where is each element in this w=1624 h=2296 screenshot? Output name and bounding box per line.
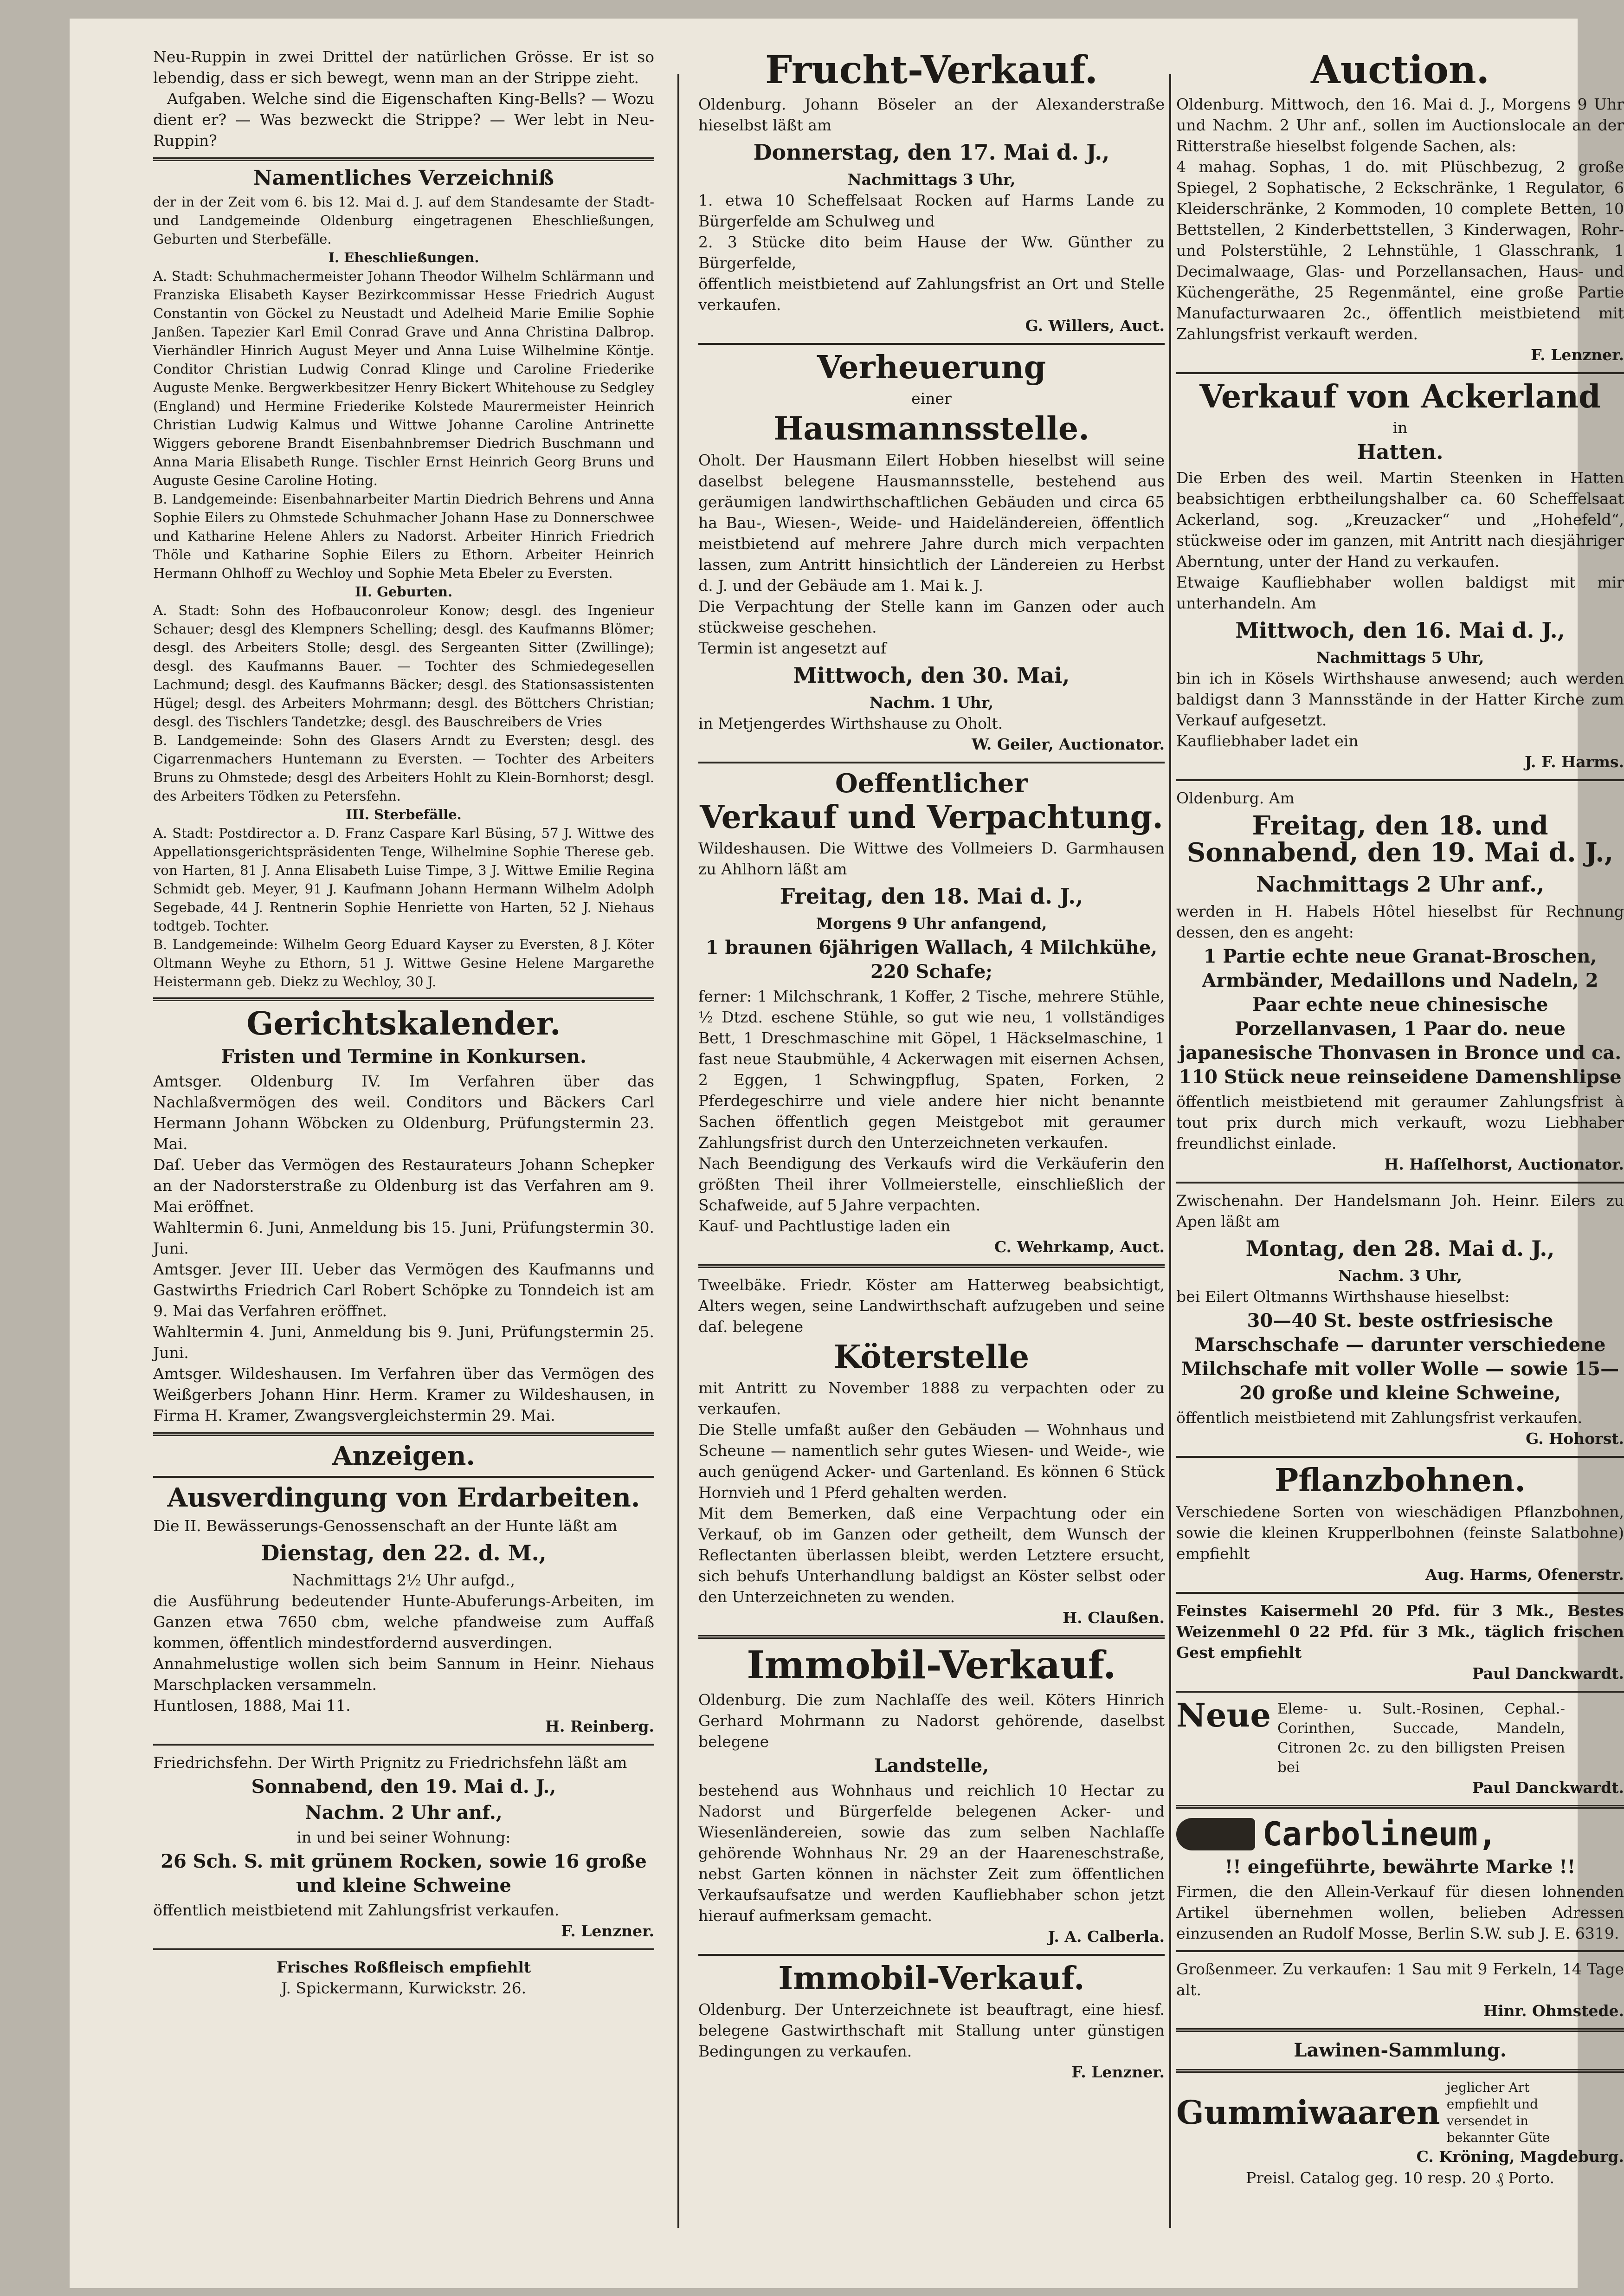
column-divider [677,74,679,2228]
ad-text: Verschiedene Sorten von wieschädigen Pflanzbohnen, sowie die kleinen Krupperlbohnen (feinste Salatbohne) empfiehlt [1176,1502,1624,1563]
ad-title: Oeffentlicher [835,768,1028,799]
ad-text: Oldenburg. Johann Böseler an der Alexanderstraße hieselbst läßt am [698,95,1165,135]
ad-text: bei Eilert Oltmanns Wirthshause hieselbst: [1176,1287,1510,1306]
ad-text: Oldenburg. Mittwoch, den 16. Mai d. J., Morgens 9 Uhr und Nachm. 2 Uhr anf., sollen im Auctionslocale an der Ritterstraße hieselbst folgende Sachen, als: [1176,95,1624,155]
ad-date: Sonnabend, den 19. Mai d. J., [251,1776,556,1798]
ad-signature: H. Claußen. [1063,1609,1165,1627]
ad-title: Verkauf und Verpachtung. [700,798,1163,836]
section-heading: III. Sterbefälle. [346,807,462,823]
ad-text: Die Erben des weil. Martin Steenken in Hatten beabsichtigen erbtheilungshalber ca. 60 Scheffelsaat Ackerland, sog. „Kreuzacker“ und „Hohefeld“, stückweise oder im ganzen, mit Antritt nach diesjähriger Aberntung, unter der Hand zu verkaufen. [1176,468,1624,570]
ad-date: Montag, den 28. Mai d. J., [1245,1236,1555,1261]
court-calendar-title: Gerichtskalender. [246,1005,561,1043]
ad-text: öffentlich meistbietend mit Zahlungsfrist verkaufen. [153,1901,560,1920]
ad-text: Oholt. Der Hausmann Eilert Hobben hieselbst will seine daselbst belegene Hausmannsstelle, bestehend aus geräumigen landwirthschaftlichen Gebäuden und circa 65 ha Bau-, Wiesen-, Weide- und Haideländereien, öffentlich meistbietend auf mehrere Jahre durch mich verpachten lassen, zum Antritt hinsichtlich der Ländereien zu Herbst d. J. und der Gebäude am 1. Mai k. J. [698,451,1165,595]
registry-entry: B. Landgemeinde: Eisenbahnarbeiter Martin Diedrich Behrens und Anna Sophie Eilers zu Ohmstede Schuhmacher Johann Hase zu Donnerschwee und Katharine Helene Ahlers zu Nadorst. Arbeiter Hinrich Friedrich Thöle und Katharine Sophie Eilers zu Ethorn. Arbeiter Heinrich Hermann Ohlhoff zu Wechloy und Sophie Meta Ebeler zu Eversten. [153,491,654,582]
ad-text: einer [911,389,952,408]
court-entry: Wahltermin 4. Juni, Anmeldung bis 9. Juni, Prüfungstermin 25. Juni. [153,1322,654,1362]
ad-signature: W. Geiler, Auctionator. [971,735,1165,753]
ad-items: 1 Partie echte neue Granat-Broschen, Armbänder, Medaillons und Nadeln, 2 Paar echte neue chinesische Porzellanvasen, 1 Paar do. neue japanesische Thonvasen in Bronce und ca. 110 Stück neue reinseidene Damenshlipse [1179,945,1622,1088]
registry-entry: B. Landgemeinde: Sohn des Glasers Arndt zu Eversten; desgl. des Cigarrenmachers Huntemann zu Eversten. — Tochter des Arbeiters Bruns zu Ohmstede; desgl des Arbeiters Hohlt zu Klein-Bornhorst; desgl. des Arbeiters Tödken zu Petersfehn. [153,732,654,804]
registry-entry: B. Landgemeinde: Wilhelm Georg Eduard Kayser zu Eversten, 8 J. Köter Oltmann Weyhe zu Ethorn, 51 J. Wittwe Gesine Helene Margarethe Heistermann geb. Diekz zu Wechloy, 30 J. [153,937,654,990]
divider [1176,2028,1624,2032]
neue-ad [1176,1695,1624,1777]
divider [153,1432,654,1436]
ad-text: bestehend aus Wohnhaus und reichlich 10 Hectar zu Nadorst und Bürgerfelde belegenen Acker- und Wiesenländereien, sowie das zum selben Nachlaſſe gehörende Wohnhaus Nr. 29 an der Haareneschstraße, nebst Garten können in nächster Zeit zum öffentlichen Verkaufsaufsatze und werden Kaufliebhaber schon jetzt hierauf aufmerksam gemacht. [698,1781,1165,1925]
ad-time: Nachm. 3 Uhr, [1338,1267,1463,1285]
ad-date: Freitag, den 18. Mai d. J., [780,884,1083,909]
ad-signature: F. Lenzner. [561,1922,654,1940]
ad-date: Mittwoch, den 16. Mai d. J., [1235,617,1565,643]
ad-text: öffentlich meistbietend mit geraumer Zahlungsfrist à tout prix durch mich verkauft, wozu Liebhaber freundlichst einlade. [1176,1093,1624,1153]
ad-date: Dienstag, den 22. d. M., [261,1540,547,1566]
divider [1176,1805,1624,1809]
ad-text: Wildeshausen. Die Wittwe des Vollmeiers D. Garmhausen zu Ahlhorn läßt am [698,839,1165,879]
ad-time: Nachmittags 3 Uhr, [847,170,1016,189]
ad-place: in Metjengerdes Wirthshause zu Oholt. [698,714,1003,732]
ad-text: Feinstes Kaisermehl 20 Pfd. für 3 Mk., Bestes Weizenmehl 0 22 Pfd. für 3 Mk., täglich frischen Gest empfiehlt [1176,1601,1624,1662]
registry-entry: A. Stadt: Schuhmachermeister Johann Theodor Wilhelm Schlärmann und Franziska Elisabeth Kayser Bezirkcommissar Hesse Friedrich August Constantin von Göckel zu Neustadt und Adelheid Marie Emilie Sophie Janßen. Tapezier Karl Emil Conrad Grave und Anna Christina Dalbrop. Vierhändler Hinrich August Meyer und Anna Luise Wilhelmine Köntje. Conditor Christian Ludwig Conrad Klinge und Caroline Friederike Auguste Menke. Bergwerkbesitzer Henry Bickert Whitehouse zu Sedgley (England) und Hermine Friederike Kolstede Maurermeister Heinrich Christian Ludwig Kalmus und Wittwe Johanne Caroline Antrinette Wiggers geborene Brandt Eisenbahnbremser Diedrich Buschmann und Anna Maria Elisabeth Runge. Tischler Ernst Heinrich Georg Bruns und Auguste Gesine Caroline Hoting. [153,268,654,489]
ad-signature: C. Wehrkamp, Auct. [994,1238,1165,1256]
newspaper-page [70,19,1624,2288]
ad-items: 1 braunen 6jährigen Wallach, 4 Milchkühe, 220 Schafe; [705,937,1158,983]
ad-signature: Aug. Harms, Ofenerstr. [1425,1565,1624,1584]
ad-title: Lawinen-Sammlung. [1294,2039,1507,2061]
ad-title: Immobil-Verkauf. [747,1643,1116,1688]
ad-date: Mittwoch, den 30. Mai, [793,662,1070,688]
ad-text: in und bei seiner Wohnung: [296,1828,511,1847]
ad-title: Pflanzbohnen. [1275,1462,1526,1500]
ad-signature: H. Haſſelhorst, Auctionator. [1384,1155,1624,1174]
ad-text: öffentlich meistbietend auf Zahlungsfrist an Ort und Stelle verkaufen. [698,275,1165,314]
ad-signature: J. A. Calberla. [1048,1927,1165,1946]
ad-text: Kaufliebhaber ladet ein [1176,731,1359,750]
ad-title: Verheuerung [817,349,1046,387]
ad-text: bin ich in Kösels Wirthshause anwesend; auch werden baldigst dann 3 Mannsstände in der Hatter Kirche zum Verkauf aufgesetzt. [1176,669,1624,729]
ad-items: 30—40 St. beste ostfriesische Marschschafe — darunter verschiedene Milchschafe mit voller Wolle — sowie 15—20 große und kleine Schweine, [1181,1310,1619,1404]
section-heading: II. Geburten. [354,584,453,600]
ad-signature: G. Hohorst. [1526,1429,1624,1448]
ad-text: Oldenburg. Am [1176,789,1295,807]
ad-title: Auction. [1310,48,1490,92]
ad-text: mit Antritt zu November 1888 zu verpachten oder zu verkaufen. [698,1379,1165,1418]
divider [1176,779,1624,781]
ad-text: Mit dem Bemerken, daß eine Verpachtung oder ein Verkauf, ob im Ganzen oder getheilt, dem Wunsch der Reflectanten überlassen bleibt, werden Letztere ersucht, sich behufs Unterhandlung baldigst an Köster selbst oder den Unterzeichneten zu wenden. [698,1504,1165,1606]
ad-signature: Paul Danckwardt. [1472,1778,1624,1797]
column-1 [153,46,654,2260]
ad-place: Huntlosen, 1888, Mai 11. [153,1696,351,1715]
ad-text: Oldenburg. Die zum Nachlaſſe des weil. Köters Hinrich Gerhard Mohrmann zu Nadorst gehörende, daselbst belegene [698,1690,1165,1751]
ad-title: Hausmannsstelle. [773,410,1089,448]
ad-title: Landstelle, [874,1754,989,1777]
ad-title: Gummiwaaren [1176,2093,1440,2132]
section-heading: I. Eheschließungen. [328,250,479,266]
ad-title: Hatten. [1357,440,1444,465]
ad-text: Termin ist angesetzt auf [698,639,887,657]
ad-date: Freitag, den 18. und Sonnabend, den 19. Mai d. J., [1186,810,1614,868]
ad-text: Die Stelle umfaßt außer den Gebäuden — Wohnhaus und Scheune — namentlich sehr gutes Wiesen- und Weide-, wie auch genügend Acker- und Gartenland. Es können 6 Stück Hornvieh und 1 Pferd gehalten werden. [698,1421,1165,1502]
column-3 [1176,46,1624,2260]
column-2 [698,46,1165,2260]
ad-signature: C. Kröning, Magdeburg. [1416,2147,1624,2166]
ad-text: jeglicher Art empfiehlt und versendet in bekannter Güte [1446,2079,1550,2145]
ad-time: Nachmittags 2½ Uhr aufgd., [292,1571,516,1590]
ad-signature: F. Lenzner. [1071,2063,1165,2081]
gummi-ad [1176,2079,1624,2146]
divider [698,762,1165,763]
ad-title: Frucht-Verkauf. [765,48,1098,92]
ad-title: Ausverdingung von Erdarbeiten. [167,1482,640,1513]
court-entry: Amtsger. Jever III. Ueber das Vermögen des Kaufmanns und Gastwirths Friedrich Carl Robert Schöpke zu Tonndeich ist am 9. Mai das Verfahren eröffnet. [153,1260,654,1320]
court-entry: Wahltermin 6. Juni, Anmeldung bis 15. Juni, Prüfungstermin 30. Juni. [153,1218,654,1257]
divider [153,1744,654,1746]
ad-title: Verkauf von Ackerland [1199,378,1601,416]
divider [1176,1950,1624,1952]
ad-text: Etwaige Kaufliebhaber wollen baldigst mit mir unterhandeln. Am [1176,573,1624,612]
registry-entry: A. Stadt: Sohn des Hofbauconroleur Konow; desgl. des Ingenieur Schauer; desgl des Klempners Schelling; desgl. des Kaufmanns Blömer; desgl. des Arbeiters Stolle; desgl. des Sergeanten Sitter (Zwillinge); desgl. des Kaufmanns Bauer. — Tochter des Schmiedegesellen Lachmund; desgl. des Kaufmanns Bäcker; desgl. des Stationsassistenten Hügel; desgl. des Arbeiters Mohrmann; desgl. des Böttchers Christian; desgl. des Tischlers Tandetzke; desgl. des Bauschreibers de Vries [153,602,654,730]
divider [698,1635,1165,1639]
ad-text: öffentlich meistbietend mit Zahlungsfrist verkaufen. [1176,1409,1583,1427]
divider [1176,1182,1624,1184]
ad-text: Die Verpachtung der Stelle kann im Ganzen oder auch stückweise geschehen. [698,597,1165,636]
ad-signature: J. Spickermann, Kurwickstr. 26. [281,1979,527,1998]
ad-text: die Ausführung bedeutender Hunte-Abuferungs-Arbeiten, im Ganzen etwa 7650 cbm, welche pfandweise zum Auffaß kommen, öffentlich mindestfordernd ausverdingen. [153,1592,654,1652]
divider [1176,372,1624,374]
registry-intro: der in der Zeit vom 6. bis 12. Mai d. J. auf dem Standesamte der Stadt- und Landgemeinde Oldenburg eingetragenen Eheschließungen, Geburten und Sterbefälle. [153,194,654,247]
ad-signature: H. Reinberg. [545,1717,654,1736]
court-entry: Amtsger. Oldenburg IV. Im Verfahren über das Nachlaßvermögen des weil. Conditors und Bäckers Carl Hermann Johann Wöbcken zu Oldenburg, Prüfungstermin 23. Mai. [153,1072,654,1153]
ad-text: Nach Beendigung des Verkaufs wird die Verkäuferin den größten Theil ihrer Vollmeierstelle, einschließlich der Schafweide, auf 5 Jahre verpachten. [698,1154,1165,1215]
ad-text: Firmen, die den Allein-Verkauf für diesen lohnenden Artikel übernehmen wollen, belieben Adressen einzusenden an Rudolf Mosse, Berlin S.W. sub J. E. 6319. [1176,1882,1624,1942]
ad-text: 4 mahag. Sophas, 1 do. mit Plüschbezug, 2 große Spiegel, 2 Sophatische, 2 Eckschränke, 1 Regulator, 6 Kleiderschränke, 2 Kommoden, 10 complete Betten, 10 Bettstellen, 2 Kinderbettstellen, 3 Kinderwagen, Rohr- und Polsterstühle, 2 Lehnstühle, 1 Glasschrank, 1 Decimalwaage, Glas- und Porzellansachen, Haus- und Küchengeräthe, 25 Regenmäntel, eine große Partie Manufacturwaaren 2c., öffentlich meistbietend mit Zahlungsfrist verkauft werden. [1176,158,1624,343]
divider [153,997,654,1001]
divider [698,1954,1165,1956]
registry-entry: A. Stadt: Postdirector a. D. Franz Caspare Karl Büsing, 57 J. Wittwe des Appellationsgerichtspräsidenten Tenge, Wilhelmine Sophie Therese geb. von Harten, 81 J. Anna Elisabeth Luise Timpe, 3 J. Wittwe Emilie Regina Schmidt geb. Meyer, 91 J. Kaufmann Johann Hermann Wilhelm Adolph Segebade, 44 J. Rentnerin Sophie Henriette von Harten, 52 J. Niehaus todtgeb. Tochter. [153,825,654,934]
ad-signature: Hinr. Ohmstede. [1483,2001,1624,2020]
registry-title: Namentliches Verzeichniß [253,166,554,190]
ad-text: Kauf- und Pachtlustige laden ein [698,1217,951,1235]
ad-time: Nachmittags 2 Uhr anf., [1256,872,1545,897]
ad-text: Eleme- u. Sult.-Rosinen, Cephal.-Corinthen, Succade, Mandeln, Citronen 2c. zu den billigsten Preisen bei [1277,1700,1565,1776]
divider [1176,1592,1624,1594]
ad-item: 2. 3 Stücke dito beim Hause der Ww. Günther zu Bürgerfelde, [698,233,1165,272]
ad-text: Zwischenahn. Der Handelsmann Joh. Heinr. Eilers zu Apen läßt am [1176,1191,1624,1231]
ad-signature: J. F. Harms. [1524,752,1624,771]
ad-signature: Paul Danckwardt. [1472,1664,1624,1682]
ad-text: Tweelbäke. Friedr. Köster am Hatterweg beabsichtigt, Alters wegen, seine Landwirthschaft aufzugeben und seine daſ. belegene [698,1276,1165,1336]
ad-text: Oldenburg. Der Unterzeichnete ist beauftragt, eine hiesf. belegene Gastwirthschaft mit Stallung unter günstigen Bedingungen zu verkaufen. [698,2000,1165,2060]
ad-time: Nachm. 1 Uhr, [869,693,994,711]
article-text: Aufgaben. Welche sind die Eigenschaften King-Bells? — Wozu dient er? — Was bezweckt die Strippe? — Wer lebt in Neu-Ruppin? [153,90,654,149]
ad-text: werden in H. Habels Hôtel hieselbst für Rechnung dessen, den es angeht: [1176,902,1624,942]
ad-time: Nachmittags 5 Uhr, [1316,648,1484,666]
divider [1176,1456,1624,1458]
ad-text: in [1392,419,1408,437]
pointing-hand-icon [1176,1818,1255,1850]
ad-text: Die II. Bewässerungs-Genossenschaft an der Hunte läßt am [153,1517,618,1535]
ad-items: 26 Sch. S. mit grünem Rocken, sowie 16 große und kleine Schweine [161,1850,647,1897]
ad-title: Immobil-Verkauf. [778,1960,1085,1997]
divider [698,343,1165,345]
ad-text: ferner: 1 Milchschrank, 1 Koffer, 2 Tische, mehrere Stühle, ½ Dtzd. eschene Stühle, so gut wie neu, 1 vollständiges Bett, 1 Dreschmaschine mit Göpel, 1 Häckselmaschine, 1 fast neue Staubmühle, 4 Ackerwagen mit eisernen Achsen, 2 Eggen, 1 Schwingpflug, Spaten, Forken, 2 Pferdegeschirre und viele andere hier nicht benannte Sachen öffentlich gegen Meistgebot mit geraumer Zahlungsfrist durch den Unterzeichneten verkaufen. [698,987,1165,1152]
divider [1176,2069,1624,2073]
ad-title: Neue [1176,1695,1271,1734]
ad-text: Annahmelustige wollen sich beim Sannum in Heinr. Niehaus Marschplacken versammeln. [153,1655,654,1694]
ad-text: Großenmeer. Zu verkaufen: 1 Sau mit 9 Ferkeln, 14 Tage alt. [1176,1960,1624,1999]
court-entry: Amtsger. Wildeshausen. Im Verfahren über das Vermögen des Weißgerbers Johann Hinr. Herm. Kramer zu Wildeshausen, in Firma H. Kramer, Zwangsvergleichstermin 29. Mai. [153,1364,654,1424]
court-calendar-subtitle: Fristen und Termine in Konkursen. [221,1045,586,1067]
divider [1176,1691,1624,1693]
divider [698,1264,1165,1268]
ad-subtitle: !! eingeführte, bewährte Marke !! [1224,1856,1576,1878]
ad-time: Morgens 9 Uhr anfangend, [816,914,1047,933]
ad-title: Köterstelle [833,1339,1030,1376]
ad-title: Carbolineum, [1263,1815,1497,1853]
court-entry: Daſ. Ueber das Vermögen des Restaurateurs Johann Schepker an der Nadorsterstraße zu Oldenburg ist das Verfahren am 9. Mai eröffnet. [153,1155,654,1216]
divider [153,1476,654,1478]
ad-time: Nachm. 2 Uhr anf., [305,1802,503,1824]
ad-signature: F. Lenzner. [1531,346,1624,364]
ad-text: Frisches Roßfleisch empfiehlt [276,1958,531,1977]
divider [153,1948,654,1950]
ad-text: Friedrichsfehn. Der Wirth Prignitz zu Friedrichsfehn läßt am [153,1753,627,1772]
ad-text: Preisl. Catalog geg. 10 resp. 20 ₰ Porto. [1245,2168,1555,2187]
ads-heading: Anzeigen. [332,1440,475,1471]
column-divider [1169,74,1171,2228]
divider [153,157,654,161]
carbolineum-ad [1176,1815,1624,1853]
ad-date: Donnerstag, den 17. Mai d. J., [753,140,1110,165]
ad-item: 1. etwa 10 Scheffelsaat Rocken auf Harms Lande zu Bürgerfelde am Schulweg und [698,191,1165,231]
article-text: Neu-Ruppin in zwei Drittel der natürlichen Grösse. Er ist so lebendig, dass er sich bewegt, wenn man an der Strippe zieht. [153,48,654,87]
ad-signature: G. Willers, Auct. [1025,317,1165,335]
